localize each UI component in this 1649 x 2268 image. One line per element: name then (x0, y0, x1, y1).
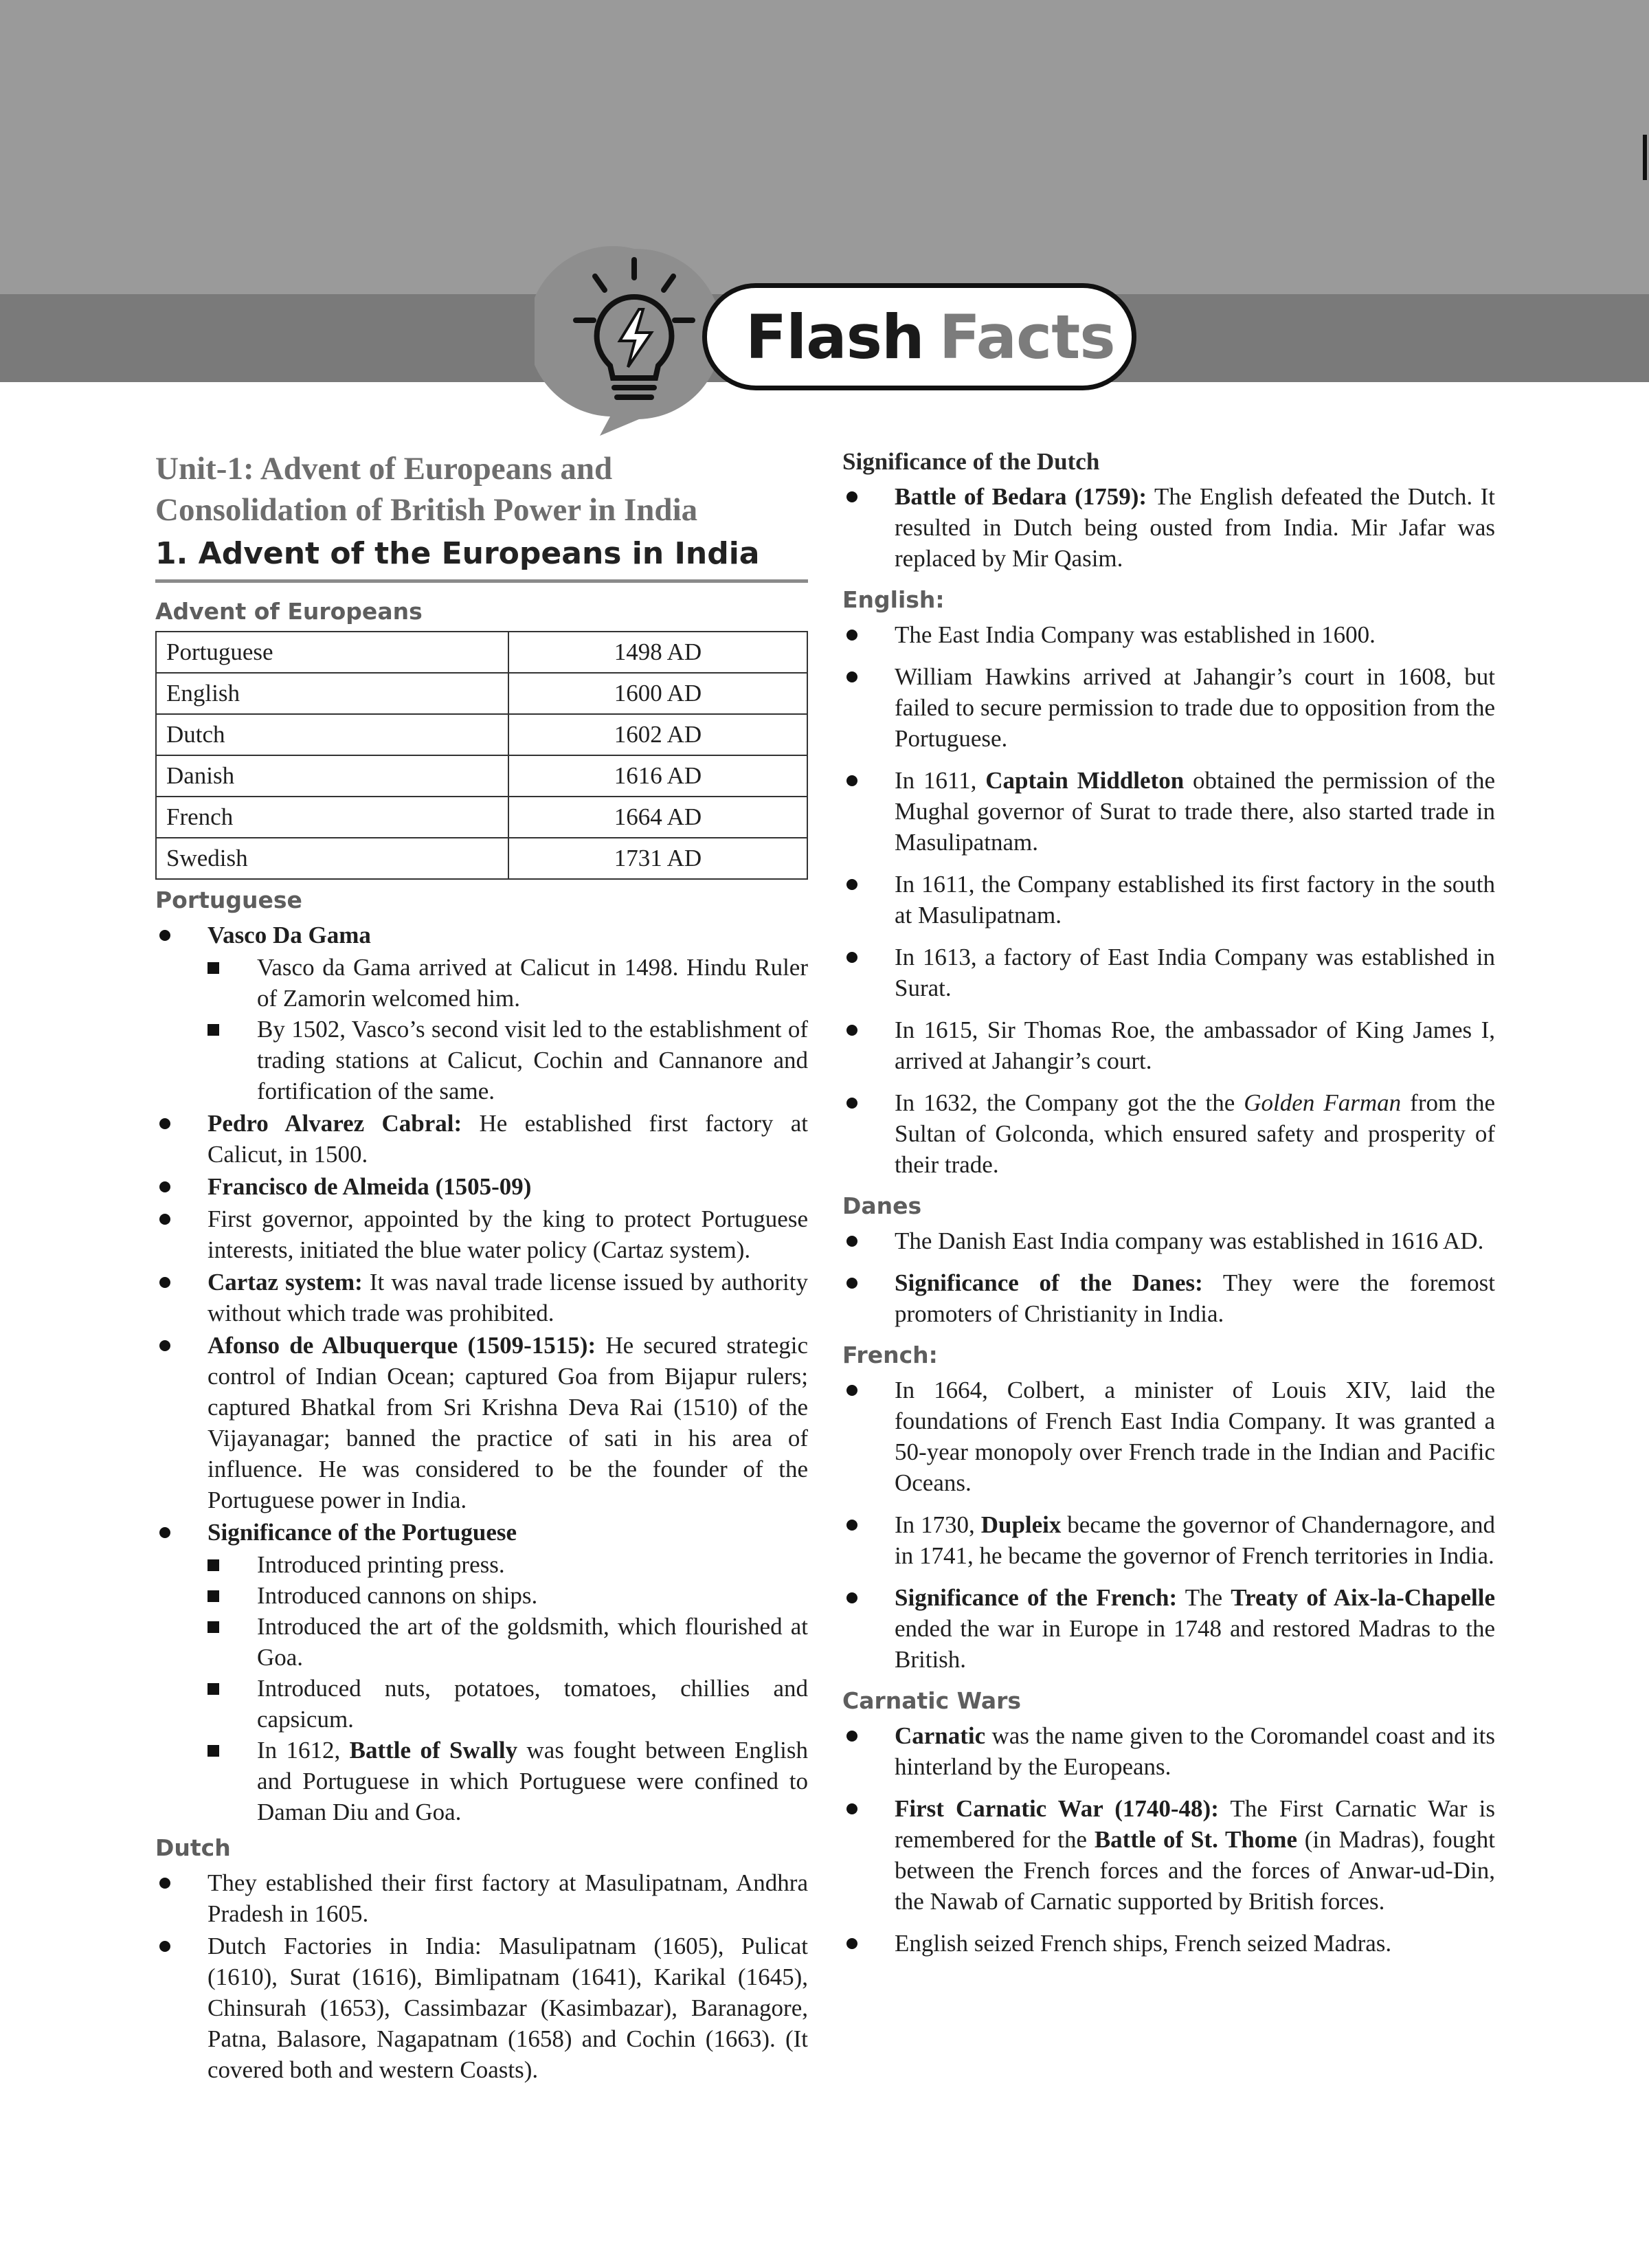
table-cell-year: 1731 AD (508, 838, 807, 879)
dutch-significance-list (842, 481, 1495, 574)
list-item: In 1664, Colbert, a minister of Louis XIV, laid the foundations of French East India Company. It was granted a 50-year monopoly over French trade in the Indian and Pacific Oceans. (842, 1375, 1495, 1498)
title-word-1: Flash (745, 301, 924, 373)
list-item (842, 1509, 1495, 1571)
list-item: By 1502, Vasco’s second visit led to the establishment of trading stations at Calicut, Cochin and Cannanore and fortification of the same. (207, 1014, 808, 1107)
table-row (156, 673, 807, 714)
unit-title-line-2: Consolidation of British Power in India (155, 492, 698, 528)
bedara-bold: Battle of Bedara (1759): (895, 483, 1147, 510)
list-item (155, 920, 808, 1107)
list-item (842, 1793, 1495, 1917)
table-row (156, 632, 807, 673)
french-sig-bold: Significance of the French: (895, 1584, 1178, 1611)
table-row (156, 838, 807, 879)
list-item (207, 1735, 808, 1827)
list-item (842, 765, 1495, 858)
list-item: Dutch Factories in India: Masulipatnam (1605), Pulicat (1610), Surat (1616), Bimlipatnam (1641), Karikal (1645), Chinsurah (1653), Cassimbazar (Kasimbazar), Baranagore, Patna, Balasore, Nagapatnam (1658) and Cochin (1663). (It covered both and western Coasts). (155, 1931, 808, 2085)
dutch-heading: Dutch (155, 1834, 231, 1861)
table-cell-name: French (156, 797, 508, 838)
list-item: The East India Company was established in 1600. (842, 619, 1495, 650)
dupleix-pre: In 1730, (895, 1511, 981, 1538)
table-cell-year: 1616 AD (508, 755, 807, 797)
list-item: In 1611, the Company established its first factory in the south at Masulipatnam. (842, 869, 1495, 931)
list-item (155, 1171, 808, 1202)
middleton-bold: Captain Middleton (985, 767, 1185, 794)
right-column (842, 440, 1495, 1970)
carnatic-bold: Carnatic (895, 1722, 986, 1749)
table-row (156, 714, 807, 755)
list-item: English seized French ships, French seized Madras. (842, 1928, 1495, 1959)
list-item: Introduced printing press. (207, 1549, 808, 1580)
carnatic-heading: Carnatic Wars (842, 1687, 1022, 1714)
list-item (842, 1087, 1495, 1180)
carnatic-list (842, 1720, 1495, 1959)
list-item (155, 1267, 808, 1328)
st-thome-bold: Battle of St. Thome (1094, 1826, 1297, 1853)
unit-title (155, 448, 808, 531)
list-item (842, 1582, 1495, 1675)
list-item (842, 1720, 1495, 1782)
portuguese-significance-title: Significance of the Portuguese (207, 1519, 517, 1546)
table-cell-year: 1600 AD (508, 673, 807, 714)
cartaz-bold: Cartaz system: (207, 1269, 363, 1296)
list-item (842, 1267, 1495, 1329)
unit-title-line-1: Unit-1: Advent of Europeans and (155, 451, 613, 487)
french-heading: French: (842, 1342, 938, 1368)
french-sig-post: ended the war in Europe in 1748 and restored Madras to the British. (895, 1615, 1495, 1673)
swally-pre: In 1612, (257, 1737, 350, 1764)
almeida-title: Francisco de Almeida (1505-09) (207, 1173, 532, 1200)
middleton-post: obtained the permission of the Mughal governor of Surat to trade there, also started trade in Masulipatnam. (895, 767, 1496, 856)
list-item (155, 1330, 808, 1515)
table-row (156, 755, 807, 797)
vasco-sublist (207, 952, 808, 1107)
table-cell-year: 1498 AD (508, 632, 807, 673)
list-item: Introduced nuts, potatoes, tomatoes, chillies and capsicum. (207, 1673, 808, 1735)
table-cell-year: 1664 AD (508, 797, 807, 838)
table-cell-name: Dutch (156, 714, 508, 755)
first-carnatic-mid: The First Carnatic War is remembered for the (895, 1795, 1495, 1853)
first-carnatic-post: (in Madras), fought between the French forces and the forces of Anwar-ud-Din, the Nawab of Carnatic supported by British forces. (895, 1826, 1495, 1915)
advent-table (155, 631, 808, 880)
table-cell-name: Swedish (156, 838, 508, 879)
list-item (155, 1108, 808, 1170)
list-item: Introduced the art of the goldsmith, which flourished at Goa. (207, 1611, 808, 1673)
list-item: The Danish East India company was established in 1616 AD. (842, 1225, 1495, 1256)
title-word-2: Facts (939, 301, 1115, 373)
dupleix-bold: Dupleix (980, 1511, 1062, 1538)
carnatic-text: was the name given to the Coromandel coast and its hinterland by the Europeans. (895, 1722, 1495, 1780)
cabral-bold: Pedro Alvarez Cabral: (207, 1110, 462, 1137)
swally-bold: Battle of Swally (349, 1737, 518, 1764)
table-title: Advent of Europeans (155, 598, 423, 625)
dupleix-post: became the governor of Chandernagore, and in 1741, he became the governor of French territories in India. (895, 1511, 1495, 1569)
danes-sig-text: They were the foremost promoters of Christianity in India. (895, 1269, 1495, 1327)
table-cell-year: 1602 AD (508, 714, 807, 755)
list-item: In 1615, Sir Thomas Roe, the ambassador of King James I, arrived at Jahangir’s court. (842, 1014, 1495, 1076)
table-row (156, 797, 807, 838)
swally-post: was fought between English and Portuguese in which Portuguese were confined to Daman Diu and Goa. (257, 1737, 808, 1825)
dutch-significance-heading: Significance of the Dutch (842, 448, 1100, 475)
cartaz-text: It was naval trade license issued by authority without which trade was prohibited. (207, 1269, 808, 1326)
list-item: In 1613, a factory of East India Company was established in Surat. (842, 942, 1495, 1003)
list-item: Vasco da Gama arrived at Calicut in 1498. Hindu Ruler of Zamorin welcomed him. (207, 952, 808, 1014)
treaty-bold: Treaty of Aix-la-Chapelle (1231, 1584, 1495, 1611)
list-item: First governor, appointed by the king to protect Portuguese interests, initiated the blue water policy (Cartaz system). (155, 1203, 808, 1265)
table-cell-name: Portuguese (156, 632, 508, 673)
table-cell-name: Danish (156, 755, 508, 797)
danes-sig-bold: Significance of the Danes: (895, 1269, 1203, 1296)
english-list (842, 619, 1495, 1180)
cabral-text: He established first factory at Calicut, in 1500. (207, 1110, 808, 1168)
list-item (842, 481, 1495, 574)
first-carnatic-bold: First Carnatic War (1740-48): (895, 1795, 1219, 1822)
table-cell-name: English (156, 673, 508, 714)
portuguese-list (155, 920, 808, 1827)
list-item: William Hawkins arrived at Jahangir’s court in 1608, but failed to secure permission to trade due to opposition from the Portuguese. (842, 661, 1495, 754)
bedara-text: The English defeated the Dutch. It resulted in Dutch being ousted from India. Mir Jafar was replaced by Mir Qasim. (895, 483, 1496, 572)
farman-post: from the Sultan of Golconda, which ensured safety and prosperity of their trade. (895, 1089, 1496, 1178)
farman-italic: Golden Farman (1244, 1089, 1402, 1116)
albuquerque-text: He secured strategic control of Indian Ocean; captured Goa from Bijapur rulers; captured Bhatkal from Sri Krishna Deva Rai (1510) of the Vijayanagar; banned the practice of sati in his area of influence. He was considered to be the founder of the Portuguese power in India. (207, 1332, 808, 1513)
danes-heading: Danes (842, 1192, 922, 1219)
edge-mark (1643, 135, 1647, 180)
albuquerque-bold: Afonso de Albuquerque (1509-1515): (207, 1332, 596, 1359)
section-title: 1. Advent of the Europeans in India (155, 536, 808, 583)
list-item (155, 1517, 808, 1827)
portuguese-significance-list (207, 1549, 808, 1827)
vasco-title: Vasco Da Gama (207, 922, 371, 948)
farman-pre: In 1632, the Company got the the (895, 1089, 1244, 1116)
french-list (842, 1375, 1495, 1675)
left-column (155, 440, 808, 2087)
danes-list (842, 1225, 1495, 1329)
list-item: Introduced cannons on ships. (207, 1580, 808, 1611)
list-item: They established their first factory at Masulipatnam, Andhra Pradesh in 1605. (155, 1867, 808, 1929)
dutch-list (155, 1867, 808, 2085)
portuguese-heading: Portuguese (155, 887, 302, 913)
middleton-pre: In 1611, (895, 767, 986, 794)
flash-facts-title (702, 283, 1136, 390)
french-sig-mid: The (1177, 1584, 1231, 1611)
english-heading: English: (842, 586, 945, 613)
